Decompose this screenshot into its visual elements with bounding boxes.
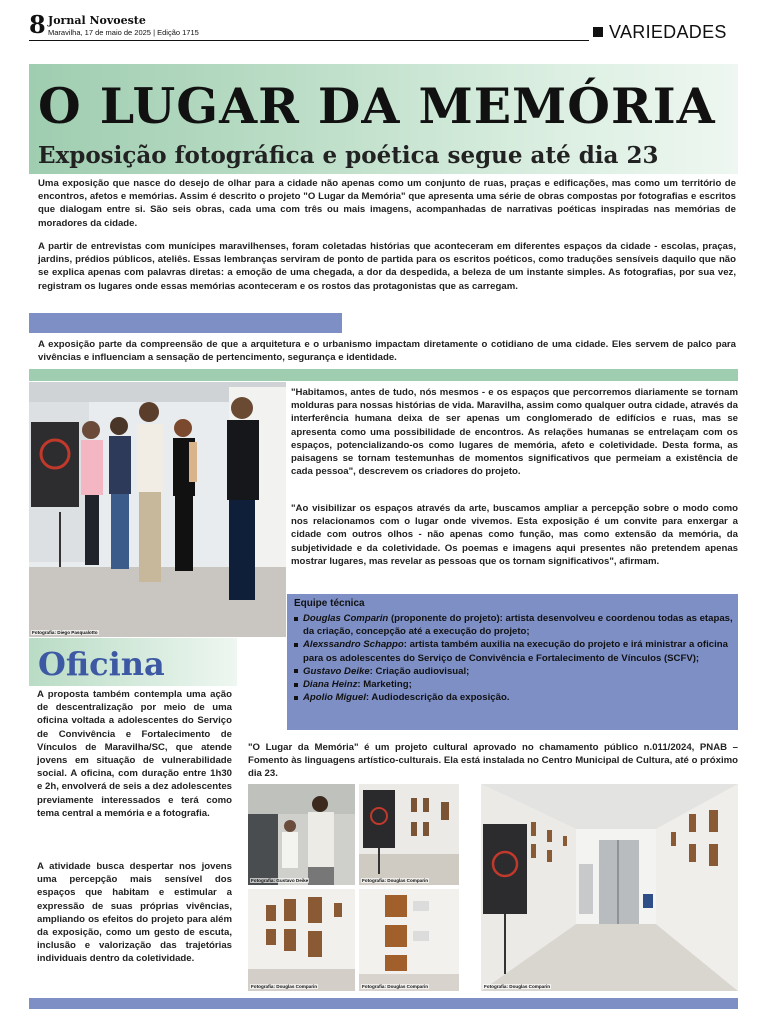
body-paragraph: A exposição parte da compreensão de que a arquitetura e o urbanismo impactam diretamente o cotidiano de uma cidade. Eles servem de palco para vivências e influenciam a sensação de pertencimento, segurança e identidade. — [38, 339, 736, 364]
section-name: VARIEDADES — [609, 22, 727, 42]
group-photo — [29, 382, 286, 637]
closing-paragraph: "O Lugar da Memória" é um projeto cultural aprovado no chamamento público n.011/2024, PNAB – Fomento às linguagens artístico-culturais. Ela está instalada no Centro Municipal de Cultura, até o próximo dia 23. — [248, 742, 738, 780]
photo-credit: Fotografia: Gustavo Deike — [251, 878, 309, 883]
team-member: Apolio Miguel: Audiodescrição da exposição. — [294, 691, 734, 704]
section-label — [593, 22, 727, 42]
oficina-paragraph: A proposta também contempla uma ação de descentralização por meio de uma oficina voltada a adolescentes do Serviço de Convivência e Fortalecimento de Vínculos de Maravilha/SC, que atende jovens em situação de vulnerabilidade social. A oficina, com duração entre 1h30 e 2h, envolverá de seis a dez adolescentes previamente interessados e terá como tema central a memória e a fotografia. — [37, 689, 232, 819]
workshop-photo — [248, 784, 355, 885]
decorative-bar — [29, 313, 342, 333]
quote-paragraph: "Ao visibilizar os espaços através da arte, buscamos ampliar a percepção sobre o modo como nos relacionamos com o lugar onde vivemos. Esta exposição é um convite para enxergar a cidade com outros olhos - não apenas como função, mas como extensão da memória, da subjetividade e da coletividade. Os poemas e imagens aqui presentes não pretendem apenas mostrar lugares, mas revelar as pessoas que os tornam significativos", afirmam. — [291, 503, 738, 567]
page-number: 8 — [29, 10, 46, 39]
team-member: Diana Heinz: Marketing; — [294, 678, 734, 691]
quote-paragraph: "Habitamos, antes de tudo, nós mesmos - e os espaços que percorremos diariamente se tornam molduras para nossas histórias de vida. Maravilha, assim como qualquer outra cidade, através da interferência humana deixa de ser apenas um conglomerado de edifícios e ruas, mas se apresenta como uma possibilidade de encontros. As relações humanas se entrelaçam com os espaços, potencializando-os como lugares de memória, afeto e coletividade. Desta forma, as paisagens se tornam testemunhas de momentos significativos que permeiam a existência de cada pessoa", descrevem os criadores do projeto. — [291, 387, 738, 478]
decorative-bar — [29, 369, 738, 381]
newspaper-name: Jornal Novoeste — [48, 14, 146, 27]
dateline: Maravilha, 17 de maio de 2025 | Edição 1715 — [48, 28, 199, 37]
header-rule — [29, 40, 589, 41]
photo-credit: Fotografia: Diego Pasqualotto — [32, 630, 98, 635]
oficina-heading: Oficina — [38, 645, 165, 683]
team-title: Equipe técnica — [294, 598, 365, 609]
team-member: Alexssandro Schappo: artista também auxilia na execução do projeto e irá ministrar a oficina para os adolescentes do Serviço de Convivência e Fortalecimento de Vínculos (SCFV); — [294, 638, 734, 664]
exhibit-photo — [359, 889, 459, 991]
footer-bar — [29, 998, 738, 1009]
photo-credit: Fotografia: Douglas Comparin — [251, 984, 318, 989]
exhibit-photo — [248, 889, 355, 991]
square-icon — [593, 27, 603, 37]
article-title: O LUGAR DA MEMÓRIA — [38, 77, 716, 135]
photo-credit: Fotografia: Douglas Comparin — [484, 984, 551, 989]
intro-paragraph: Uma exposição que nasce do desejo de olhar para a cidade não apenas como um conjunto de ruas, praças e edificações, mas como um território de encontros, afetos e memórias. Assim é descrito o projeto "O Lugar da Memória" que apresenta uma série de obras compostas por fotografias e escritos que dialogam entre si. São seis obras, cada uma com três ou mais imagens, acompanhadas de narrativas poéticas inspiradas nas memórias de moradores da cidade. — [38, 178, 736, 229]
hallway-photo — [481, 784, 738, 991]
team-member: Douglas Comparin (proponente do projeto): artista desenvolveu e coordenou todas as etapas, da criação, concepção até a execução do projeto; — [294, 612, 734, 638]
photo-credit: Fotografia: Douglas Comparin — [362, 878, 429, 883]
oficina-paragraph: A atividade busca despertar nos jovens uma percepção mais sensível dos espaços que habitam e estimular a expressão de suas próprias vivências, ampliando os efeitos do projeto para além da exposição, como um gesto de escuta, inclusão e valorização das trajetórias individuais dentro da coletividade. — [37, 861, 232, 965]
article-subtitle: Exposição fotográfica e poética segue até dia 23 — [38, 142, 659, 169]
body-paragraph: A partir de entrevistas com munícipes maravilhenses, foram coletadas histórias que aconteceram em diferentes espaços da cidade - escolas, praças, jardins, prédios públicos, ateliês. Essas lembranças serviram de ponto de partida para os escritos poéticos, como traduções sensíveis daquilo que não se explica apenas com palavras diretas: a emoção de uma chegada, a dor da despedida, a beleza de um instante simples. As fotografias, por sua vez, registram os lugares onde essas memórias aconteceram e os rostos das protagonistas que as carregam. — [38, 241, 736, 292]
exhibit-photo — [359, 784, 459, 885]
team-member: Gustavo Deike: Criação audiovisual; — [294, 665, 734, 678]
photo-credit: Fotografia: Douglas Comparin — [362, 984, 429, 989]
team-list — [294, 612, 734, 704]
